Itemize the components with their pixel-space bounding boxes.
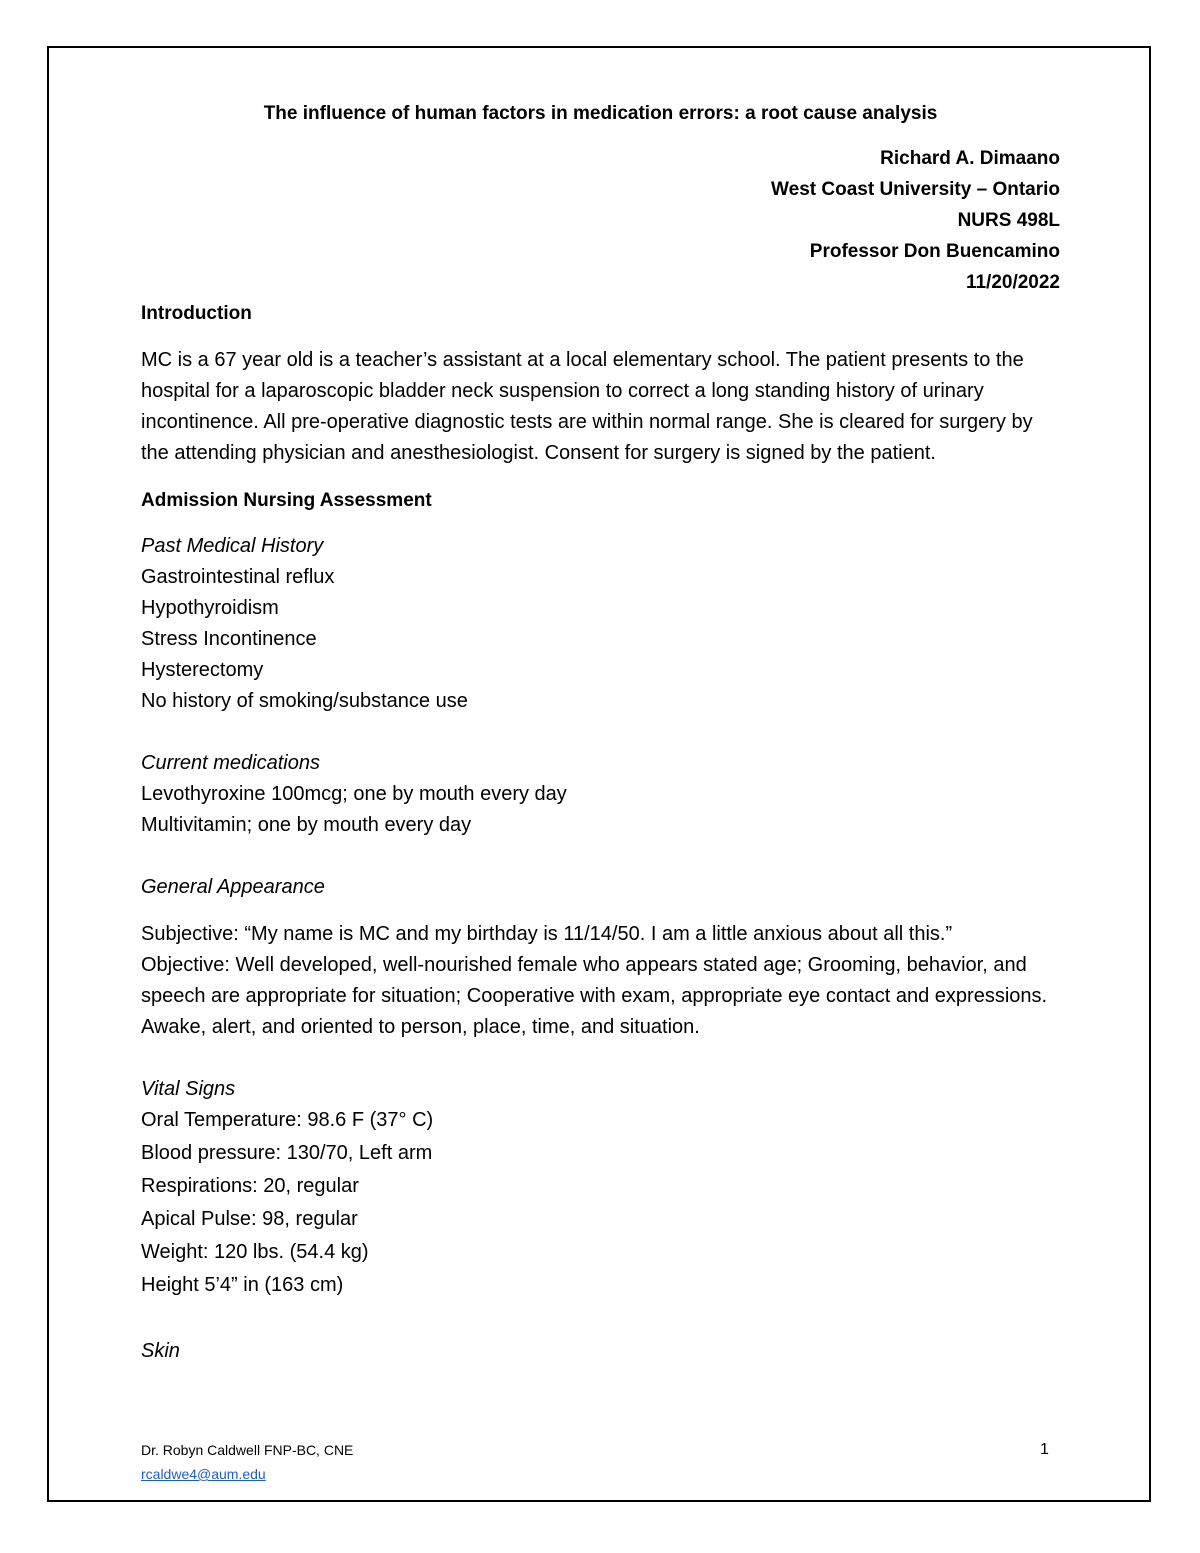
list-item: No history of smoking/substance use: [141, 690, 468, 712]
document-body: [141, 98, 1060, 1367]
professor-name: Professor Don Buencamino: [809, 241, 1060, 262]
footer-email-link[interactable]: rcaldwe4@aum.edu: [141, 1466, 266, 1482]
list-item: Hysterectomy: [141, 659, 264, 681]
past-medical-history-heading: Past Medical History: [141, 535, 324, 557]
list-item: Gastrointestinal reflux: [141, 566, 335, 588]
list-item: Apical Pulse: 98, regular: [141, 1208, 358, 1230]
page-number: 1: [1040, 1441, 1049, 1458]
vital-signs-heading: Vital Signs: [141, 1078, 236, 1100]
introduction-paragraph: MC is a 67 year old is a teacher’s assistant at a local elementary school. The patient presents to the hospital for a laparoscopic bladder neck suspension to correct a long standing history of urinary incontinence. All pre-operative diagnostic tests are within normal range. She is cleared for surgery by the attending physician and anesthesiologist. Consent for surgery is signed by the patient.: [141, 349, 1033, 464]
list-item: Stress Incontinence: [141, 628, 317, 650]
skin-heading: Skin: [141, 1340, 180, 1362]
author-name: Richard A. Dimaano: [880, 148, 1060, 169]
list-item: Respirations: 20, regular: [141, 1175, 359, 1197]
course-code: NURS 498L: [957, 210, 1060, 231]
general-appearance-heading: General Appearance: [141, 876, 325, 898]
document-date: 11/20/2022: [965, 272, 1060, 293]
list-item: Oral Temperature: 98.6 F (37° C): [141, 1109, 434, 1131]
introduction-heading: Introduction: [141, 303, 252, 324]
list-item: Hypothyroidism: [141, 597, 279, 619]
footer: [141, 1438, 353, 1486]
objective-statement: Objective: Well developed, well-nourished female who appears stated age; Grooming, behavior, and speech are appropriate for situation; Cooperative with exam, appropriate eye contact and expressions. Awake, alert, and oriented to person, place, time, and situation.: [141, 954, 1048, 1038]
list-item: Height 5’4” in (163 cm): [141, 1274, 344, 1296]
current-medications-heading: Current medications: [141, 752, 320, 774]
subjective-statement: Subjective: “My name is MC and my birthday is 11/14/50. I am a little anxious about all this.”: [141, 923, 953, 945]
list-item: Multivitamin; one by mouth every day: [141, 814, 472, 836]
footer-author: Dr. Robyn Caldwell FNP-BC, CNE: [141, 1442, 354, 1458]
list-item: Blood pressure: 130/70, Left arm: [141, 1142, 433, 1164]
institution: West Coast University – Ontario: [771, 179, 1060, 200]
assessment-heading: Admission Nursing Assessment: [141, 490, 432, 511]
list-item: Levothyroxine 100mcg; one by mouth every day: [141, 783, 567, 805]
document-title: The influence of human factors in medication errors: a root cause analysis: [263, 103, 938, 124]
title-block: [141, 143, 1060, 298]
list-item: Weight: 120 lbs. (54.4 kg): [141, 1241, 369, 1263]
